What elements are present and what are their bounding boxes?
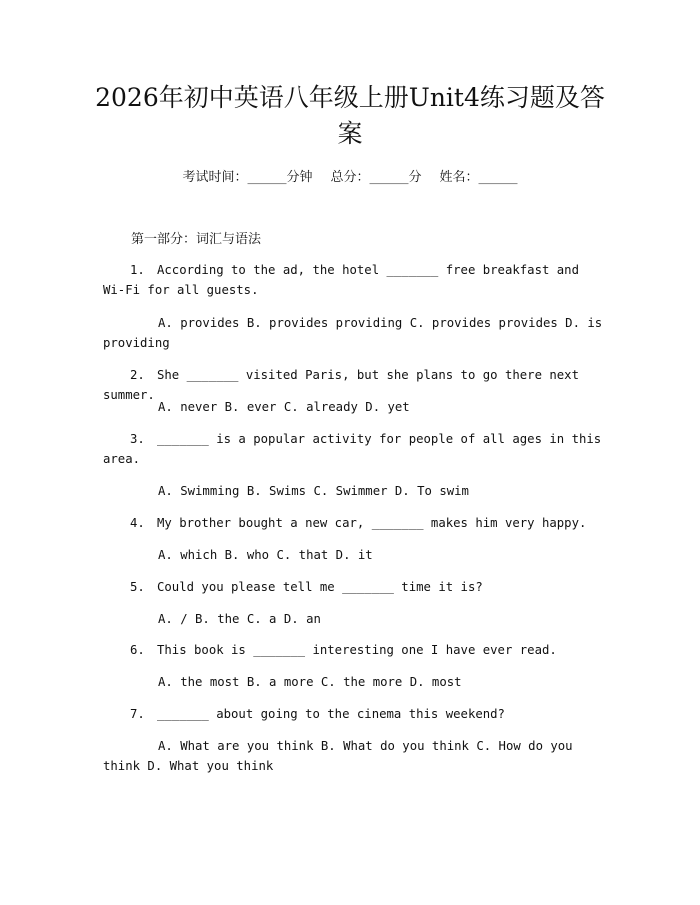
question-text: Could you please tell me _______ time it is?	[157, 580, 483, 594]
question-number: 4.	[130, 516, 145, 530]
question-number: 7.	[130, 707, 145, 721]
question-number: 3.	[130, 432, 145, 446]
question-6-options: A. the most B. a more C. the more D. most	[158, 675, 462, 689]
question-3-options: A. Swimming B. Swims C. Swimmer D. To swim	[158, 484, 469, 498]
question-7-options: A. What are you think B. What do you think C. How do you think D. What you think	[103, 739, 573, 773]
question-text: She _______ visited Paris, but she plans to go there next summer.	[103, 368, 579, 402]
question-5-options: A. / B. the C. a D. an	[158, 612, 321, 626]
section-title: 第一部分：词汇与语法	[131, 232, 262, 247]
question-4-options: A. which B. who C. that D. it	[158, 548, 373, 562]
question-5	[103, 577, 603, 597]
question-text: According to the ad, the hotel _______ free breakfast and Wi-Fi for all guests.	[103, 263, 579, 297]
question-2-options: A. never B. ever C. already D. yet	[158, 400, 410, 414]
student-name: 姓名：______	[439, 170, 518, 185]
question-number: 2.	[130, 368, 145, 382]
total-score: 总分：______分	[330, 170, 422, 185]
question-number: 5.	[130, 580, 145, 594]
document-title: 2026年初中英语八年级上册Unit4练习题及答案	[95, 83, 605, 148]
question-1	[103, 260, 603, 300]
question-1-options: A. provides B. provides providing C. provides provides D. is providing	[103, 316, 603, 350]
question-6	[103, 640, 603, 660]
question-number: 6.	[130, 643, 145, 657]
question-3	[103, 429, 603, 469]
question-text: _______ is a popular activity for people of all ages in this area.	[103, 432, 602, 466]
exam-time: 考试时间：______分钟	[182, 170, 313, 185]
question-text: _______ about going to the cinema this weekend?	[157, 707, 505, 721]
question-number: 1.	[130, 263, 145, 277]
question-4	[103, 513, 603, 533]
question-text: This book is _______ interesting one I have ever read.	[157, 643, 557, 657]
exam-meta	[0, 168, 700, 188]
question-text: My brother bought a new car, _______ makes him very happy.	[157, 516, 587, 530]
question-7	[103, 704, 603, 724]
